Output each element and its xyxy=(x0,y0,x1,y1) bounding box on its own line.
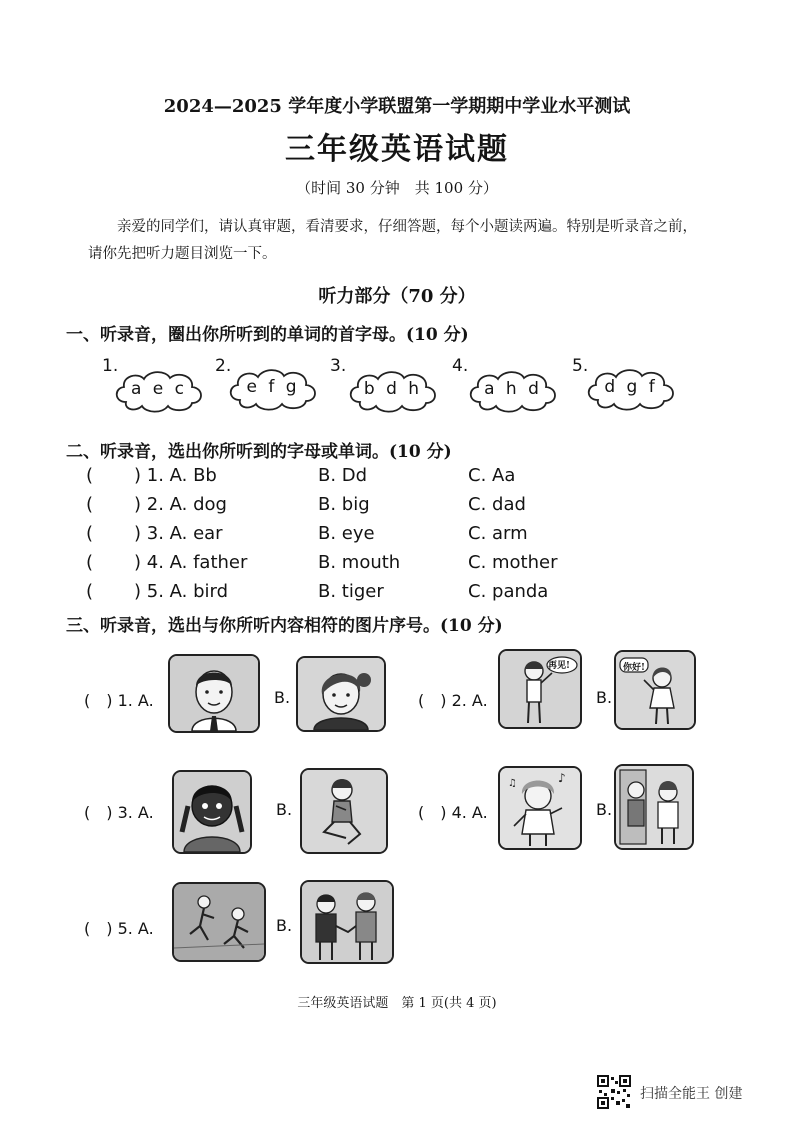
q2-option-a: ) 4. A. father xyxy=(134,552,248,573)
q1-letters: e f g xyxy=(246,377,300,397)
exam-header-line: 2024—2025 学年度小学联盟第一学期期中学业水平测试 xyxy=(163,96,631,117)
q1-cloud-option[interactable] xyxy=(226,366,320,412)
picture-boy-face[interactable] xyxy=(168,654,260,733)
exam-title: 三年级英语试题 xyxy=(285,132,509,167)
picture-two-children-standing[interactable] xyxy=(614,764,694,850)
q1-item-number: 3. xyxy=(330,356,347,376)
playing-children-icon xyxy=(174,884,264,960)
q3-label-b: B. xyxy=(276,800,293,819)
speech-bubble-text: 你好! xyxy=(623,663,645,673)
picture-two-boys-shaking-hands[interactable] xyxy=(300,880,394,964)
q3-label-b: B. xyxy=(274,688,291,707)
answer-blank-open[interactable]: ( xyxy=(86,552,94,573)
section-title-listening: 听力部分（70 分） xyxy=(318,286,476,307)
answer-blank-open[interactable]: ( xyxy=(86,494,94,515)
picture-children-playing[interactable] xyxy=(172,882,266,962)
q1-cloud-option[interactable] xyxy=(346,368,440,414)
q2-option-a: ) 1. A. Bb xyxy=(134,465,217,486)
q2-option-c: C. mother xyxy=(468,552,558,573)
q1-letters: a h d xyxy=(484,379,542,399)
sitting-child-icon xyxy=(302,770,386,852)
picture-child-singing[interactable] xyxy=(498,766,582,850)
q2-heading: 二、听录音，选出你所听到的字母或单词。(10 分) xyxy=(66,442,452,462)
picture-girl-face[interactable] xyxy=(296,656,386,732)
q1-item-number: 4. xyxy=(452,356,469,376)
picture-child-sitting[interactable] xyxy=(300,768,388,854)
singing-child-icon xyxy=(500,768,580,848)
q3-label-a: ( ) 4. A. xyxy=(418,803,488,822)
boy-face-icon xyxy=(170,656,258,731)
girl-face-icon xyxy=(298,658,384,730)
q3-label-a: ( ) 3. A. xyxy=(84,803,154,822)
intro-paragraph: 亲爱的同学们，请认真审题，看清要求，仔细答题，每个小题读两遍。特别是听录音之前，请你先把听力题目浏览一下。 xyxy=(88,219,697,262)
q1-item-number: 5. xyxy=(572,356,589,376)
q2-option-a: ) 2. A. dog xyxy=(134,494,227,515)
q2-option-c: C. dad xyxy=(468,494,526,515)
q2-option-b: B. mouth xyxy=(318,552,401,573)
exam-time-score-info: （时间 30 分钟 共 100 分） xyxy=(296,179,498,197)
scanner-watermark: 扫描全能王 创建 xyxy=(640,1086,743,1102)
svg-text:♪: ♪ xyxy=(558,771,566,785)
q2-option-b: B. tiger xyxy=(318,581,384,602)
picture-girl-saying-hello[interactable] xyxy=(614,650,696,730)
touching-ears-icon xyxy=(174,772,250,852)
q1-item-number: 2. xyxy=(215,356,232,376)
q3-heading: 三、听录音，选出与你所听内容相符的图片序号。(10 分) xyxy=(66,616,503,636)
q2-option-a: ) 3. A. ear xyxy=(134,523,223,544)
q3-label-b: B. xyxy=(596,688,613,707)
q1-cloud-option[interactable] xyxy=(584,366,678,412)
q1-cloud-option[interactable] xyxy=(112,368,206,414)
answer-blank-open[interactable]: ( xyxy=(86,581,94,602)
qr-code-icon xyxy=(597,1075,631,1109)
q3-label-a: ( ) 2. A. xyxy=(418,691,488,710)
picture-boy-waving-goodbye[interactable] xyxy=(498,649,582,729)
q1-cloud-option[interactable] xyxy=(466,368,560,414)
q1-letters: b d h xyxy=(363,379,423,399)
q2-option-c: C. panda xyxy=(468,581,549,602)
q2-option-a: ) 5. A. bird xyxy=(134,581,229,602)
handshake-icon xyxy=(302,882,392,962)
q3-label-a: ( ) 1. A. xyxy=(84,691,154,710)
q2-option-b: B. Dd xyxy=(318,465,368,486)
q3-label-b: B. xyxy=(596,800,613,819)
picture-child-touching-ears[interactable] xyxy=(172,770,252,854)
q3-label-a: ( ) 5. A. xyxy=(84,919,154,938)
q1-letters: d g f xyxy=(604,377,658,397)
q2-option-c: C. Aa xyxy=(468,465,516,486)
q1-item-number: 1. xyxy=(102,356,119,376)
q1-heading: 一、听录音，圈出你所听到的单词的首字母。(10 分) xyxy=(66,325,469,345)
q2-option-c: C. arm xyxy=(468,523,528,544)
q1-letters: a e c xyxy=(130,379,188,399)
two-children-icon xyxy=(616,766,692,848)
answer-blank-open[interactable]: ( xyxy=(86,465,94,486)
q2-option-b: B. eye xyxy=(318,523,375,544)
q2-option-b: B. big xyxy=(318,494,370,515)
speech-bubble-text: 再见! xyxy=(548,661,570,671)
page-footer: 三年级英语试题 第 1 页(共 4 页) xyxy=(297,996,497,1011)
answer-blank-open[interactable]: ( xyxy=(86,523,94,544)
svg-text:♫: ♫ xyxy=(508,778,517,789)
q3-label-b: B. xyxy=(276,916,293,935)
